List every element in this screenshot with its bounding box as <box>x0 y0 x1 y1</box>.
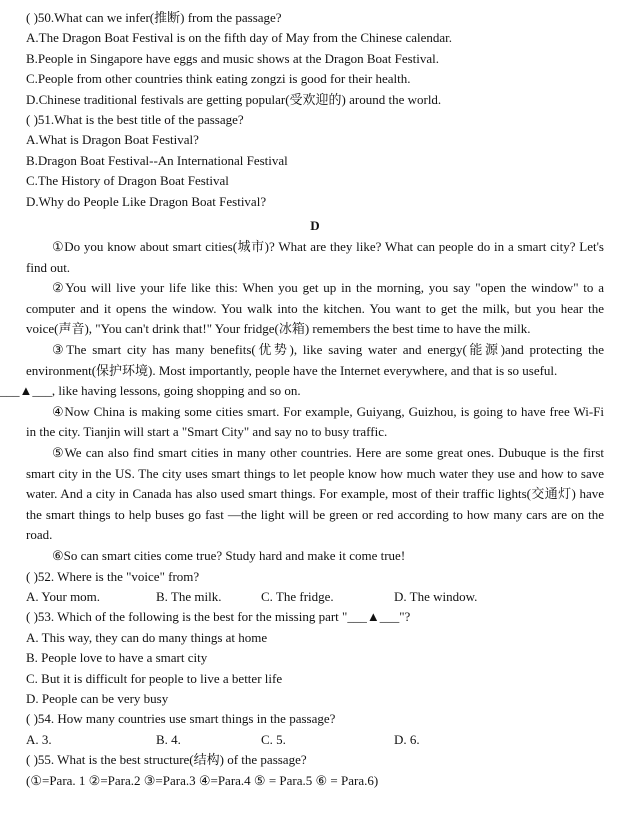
question-55 <box>26 750 604 791</box>
answer-blank: ___▲___ <box>0 383 52 399</box>
passage-paragraph-3 <box>0 340 604 402</box>
question-54-options <box>26 730 604 750</box>
question-52-stem: ( )52. Where is the "voice" from? <box>26 568 200 584</box>
question-52-option-b: B. The milk. <box>156 588 222 604</box>
question-54-stem: ( )54. How many countries use smart things in the passage? <box>26 711 336 727</box>
passage-paragraph-3-text: ③The smart city has many benefits(优势), like saving water and energy(能源)and protecting the environment(保护环境). Most importantly, people have the Internet everywhere, and that is so useful. <box>26 342 604 378</box>
question-50-option-c: C.People from other countries think eating zongzi is good for their health. <box>26 71 411 87</box>
question-51 <box>26 110 604 212</box>
question-52-options <box>26 587 604 607</box>
question-54-option-c: C. 5. <box>261 731 286 747</box>
question-52-option-d: D. The window. <box>394 588 478 604</box>
question-50-option-a: A.The Dragon Boat Festival is on the fifth day of May from the Chinese calendar. <box>26 30 453 46</box>
question-50-stem: ( )50.What can we infer(推断) from the passage? <box>26 10 282 25</box>
question-53-stem-end: "? <box>399 609 411 625</box>
passage-paragraph-5: ⑤We can also find smart cities in many other countries. Here are some great ones. Dubuque is the first smart city in the US. The city uses smart things to let people know how much water they use and how to save water. And a city in Canada has also used smart things. For example, most of their traffic lights(交通灯) have the smart things to help buses go fast —the light will be green or red according to how many cars are on the road. <box>26 445 604 543</box>
question-52 <box>26 567 604 608</box>
question-51-option-a: A.What is Dragon Boat Festival? <box>26 132 199 148</box>
question-53-stem-text: ( )53. Which of the following is the best for the missing part " <box>26 609 348 625</box>
question-54-option-b: B. 4. <box>156 731 181 747</box>
question-53 <box>26 607 604 709</box>
question-51-option-c: C.The History of Dragon Boat Festival <box>26 173 229 189</box>
question-50-option-b: B.People in Singapore have eggs and music shows at the Dragon Boat Festival. <box>26 50 440 66</box>
question-53-option-a: A. This way, they can do many things at home <box>26 629 268 645</box>
reading-passage <box>0 237 604 567</box>
passage-paragraph-3-tail: , like having lessons, going shopping and so on. <box>51 383 301 399</box>
question-53-option-b: B. People love to have a smart city <box>26 650 208 666</box>
question-50-option-d: D.Chinese traditional festivals are getting popular(受欢迎的) around the world. <box>26 91 442 107</box>
question-53-option-d: D. People can be very busy <box>26 691 169 706</box>
question-53-stem <box>26 607 604 627</box>
question-55-stem: ( )55. What is the best structure(结构) of the passage? <box>26 752 307 768</box>
question-52-option-c: C. The fridge. <box>261 588 334 604</box>
question-54-option-a: A. 3. <box>26 731 52 747</box>
passage-paragraph-2: ②You will live your life like this: When you get up in the morning, you say "open the window" to a computer and it opens the window. You walk into the kitchen. You want to get the milk, but you hear the voice(声音), "You can't drink that!" Your fridge(冰箱) remembers the best time to have the milk. <box>26 280 604 337</box>
question-50 <box>26 0 604 110</box>
question-54-option-d: D. 6. <box>394 731 420 747</box>
question-51-stem: ( )51.What is the best title of the passage? <box>26 112 244 128</box>
question-54 <box>26 709 604 750</box>
question-52-option-a: A. Your mom. <box>26 588 101 604</box>
passage-paragraph-4: ④Now China is making some cities smart. For example, Guiyang, Guizhou, is going to have free Wi-Fi in the city. Tianjin will start a "Smart City" and say no to busy traffic. <box>26 403 604 440</box>
question-53-option-c: C. But it is difficult for people to live a better life <box>26 670 283 686</box>
question-51-option-b: B.Dragon Boat Festival--An International Festival <box>26 152 288 168</box>
question-55-note: (①=Para. 1 ②=Para.2 ③=Para.3 ④=Para.4 ⑤ = Para.5 ⑥ = Para.6) <box>26 772 379 788</box>
answer-blank-reference: ___▲___ <box>347 609 400 625</box>
passage-paragraph-6: ⑥So can smart cities come true? Study hard and make it come true! <box>52 547 406 563</box>
passage-paragraph-1: ①Do you know about smart cities(城市)? What are they like? What can people do in a smart city? Let's find out. <box>26 239 604 275</box>
section-heading: D <box>310 218 320 234</box>
question-51-option-d: D.Why do People Like Dragon Boat Festival? <box>26 193 267 209</box>
